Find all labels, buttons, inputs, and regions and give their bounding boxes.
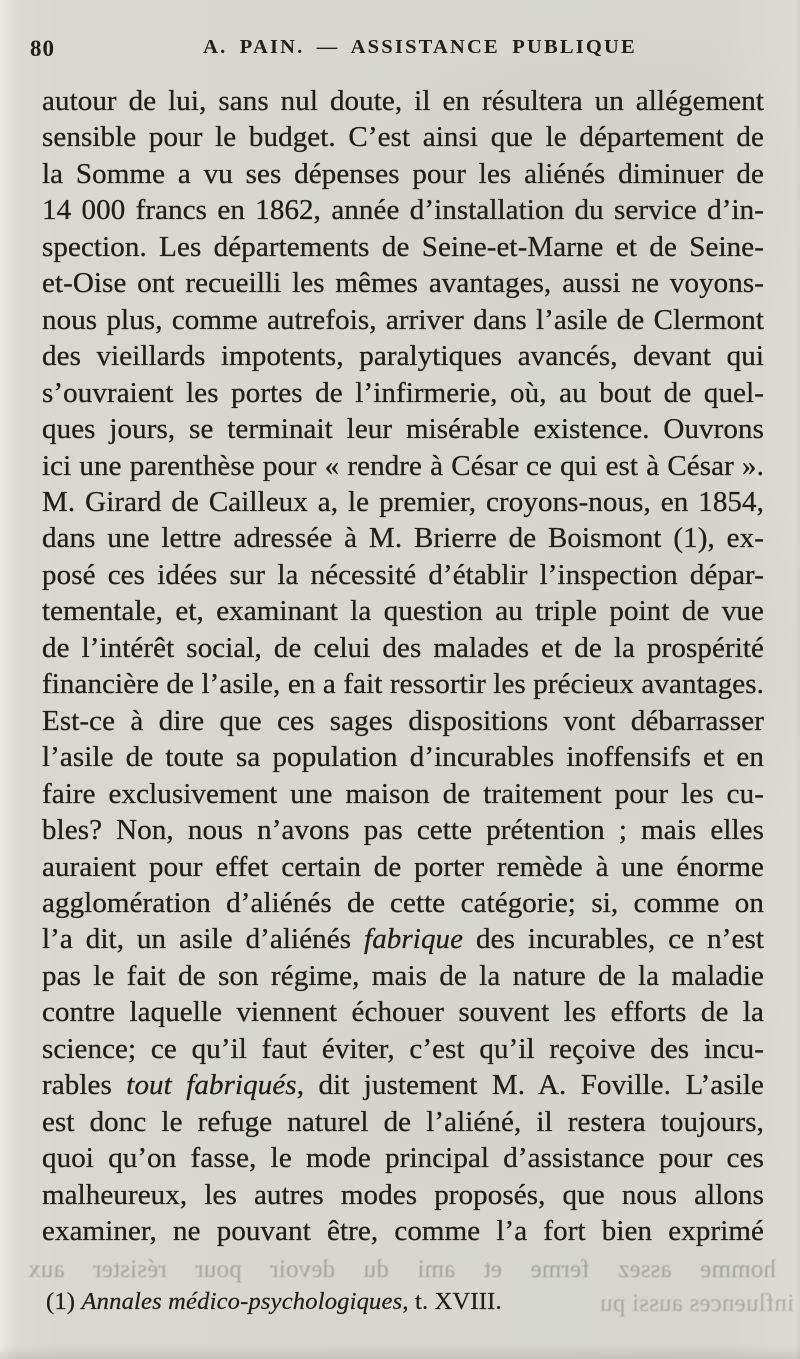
- italic-phrase: tout fabriqués: [126, 1069, 297, 1102]
- text-line: nous plus, comme autrefois, arriver dans l’asile de Clermont: [42, 303, 764, 336]
- text-line: examiner, ne pouvant être, comme l’a fort bien exprimé: [42, 1215, 764, 1248]
- text-segment: des incurables, ce n’est: [463, 923, 764, 956]
- text-line: Est-ce à dire que ces sages dispositions vont débarrasser: [42, 704, 764, 737]
- text-segment: , dit justement M. A. Foville. L’asile: [296, 1069, 764, 1102]
- text-line: financière de l’asile, en a fait ressortir les précieux avantages.: [42, 668, 764, 701]
- footnote: [46, 1288, 502, 1316]
- text-line: faire exclusivement une maison de traitement pour les cu-: [42, 777, 764, 810]
- text-line: l’asile de toute sa population d’incurables inoffensifs et en: [42, 741, 764, 774]
- text-line: 14 000 francs en 1862, année d’installation du service d’in-: [42, 194, 764, 227]
- text-line: contre laquelle viennent échouer souvent les efforts de la: [42, 996, 764, 1029]
- text-line: est donc le refuge naturel de l’aliéné, il restera toujours,: [42, 1105, 764, 1138]
- text-line: dans une lettre adressée à M. Brierre de Boismont (1), ex-: [42, 522, 764, 555]
- text-line: science; ce qu’il faut éviter, c’est qu’il reçoive des incu-: [42, 1032, 764, 1065]
- bleedthrough-text-line: influences aussi pu: [599, 1290, 794, 1317]
- bleedthrough-text-line: homme assez ferme et ami du devoir pour résister aux: [28, 1256, 776, 1283]
- page-number: 80: [30, 36, 55, 61]
- text-line: ques jours, se terminait leur misérable existence. Ouvrons: [42, 413, 764, 446]
- text-line: autour de lui, sans nul doute, il en résultera un allégement: [42, 85, 764, 117]
- text-line: spection. Les départements de Seine-et-Marne et de Seine-: [42, 230, 764, 263]
- text-line: auraient pour effet certain de porter remède à une énorme: [42, 850, 764, 883]
- footnote-volume: , t. XVIII.: [402, 1288, 502, 1315]
- text-segment: l’a dit, un asile d’aliénés: [42, 923, 365, 956]
- text-segment: rables: [42, 1069, 127, 1102]
- text-line: malheureux, les autres modes proposés, que nous allons: [42, 1178, 764, 1211]
- text-line: [42, 1067, 764, 1103]
- text-line: tementale, et, examinant la question au triple point de vue: [42, 595, 764, 628]
- text-line: des vieillards impotents, paralytiques avancés, devant qui: [42, 340, 764, 373]
- footnote-journal-title: Annales médico-psychologiques: [81, 1288, 403, 1315]
- italic-word: fabrique: [364, 923, 464, 956]
- text-line: ici une parenthèse pour « rendre à César ce qui est à César ».: [42, 449, 764, 482]
- page-header: [0, 36, 800, 64]
- text-line: M. Girard de Cailleux a, le premier, croyons-nous, en 1854,: [42, 485, 764, 518]
- running-header-title: A. PAIN. — ASSISTANCE PUBLIQUE: [203, 36, 637, 58]
- text-line: quoi qu’on fasse, le mode principal d’assistance pour ces: [42, 1142, 764, 1175]
- text-line: de l’intérêt social, de celui des malades et de la prospérité: [42, 631, 764, 664]
- text-line: agglomération d’aliénés de cette catégorie; si, comme on: [42, 886, 764, 919]
- text-line: [42, 921, 764, 957]
- body-text-block: [42, 83, 764, 1250]
- text-line: la Somme a vu ses dépenses pour les aliénés diminuer de: [42, 157, 764, 190]
- text-line: pas le fait de son régime, mais de la nature de la maladie: [42, 959, 764, 992]
- text-line: bles? Non, nous n’avons pas cette prétention ; mais elles: [42, 814, 764, 847]
- text-line: s’ouvraient les portes de l’infirmerie, où, au bout de quel-: [42, 376, 764, 409]
- footnote-marker: (1): [46, 1288, 82, 1315]
- text-line: et-Oise ont recueilli les mêmes avantages, aussi ne voyons-: [42, 267, 764, 300]
- text-line: posé ces idées sur la nécessité d’établir l’inspection dépar-: [42, 558, 764, 591]
- text-line: sensible pour le budget. C’est ainsi que le département de: [42, 121, 764, 154]
